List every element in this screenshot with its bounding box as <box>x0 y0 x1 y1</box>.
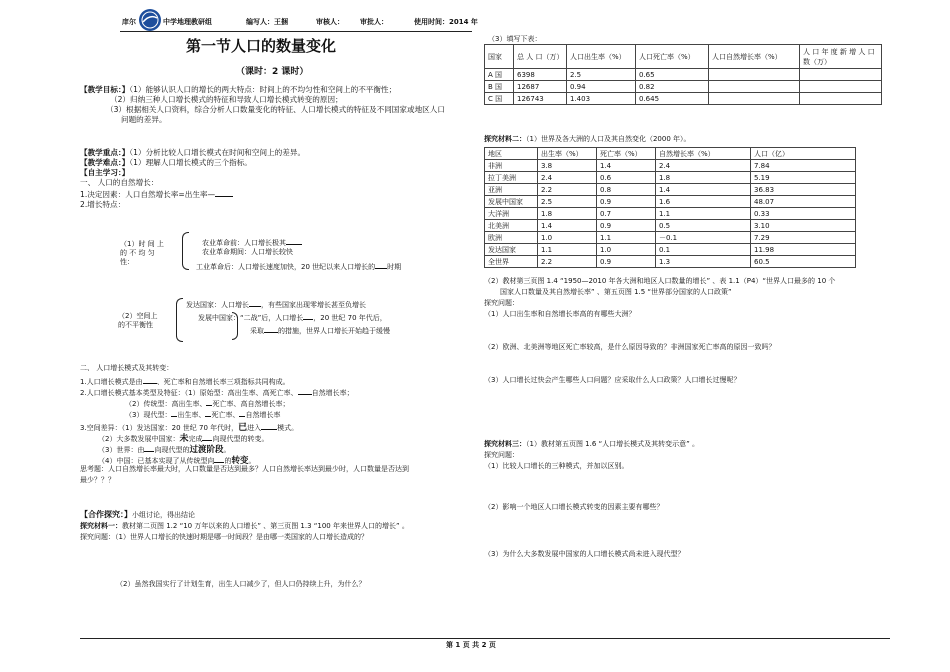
cooperative-block: 【合作探究：】小组讨论，得出结论 探究材料一：教材第二页图 1.2 “10 万年以来的人口增长” 、第三页图 1.3 “100 年来世界人口的增长” 。 探究问题：（1）世界人口增长的快速时期是哪一时间段？是由哪一类国家的人口增长造成的？ （2）虽然我国实行了计划生育，出生人口减少了，但人口仍持续上升，为什么？ <box>80 510 409 588</box>
material2-label: 探究材料二：（1）世界及各大洲的人口及其自然变化（2000 年）。 <box>484 135 691 143</box>
difficulty-label: 【教学难点：】 <box>80 158 130 167</box>
difficulty-text: （1）理解人口增长模式的三个指标。 <box>129 158 252 167</box>
question-item: （3）为什么大多数发展中国家的人口增长模式尚未进入现代型？ <box>484 550 685 558</box>
determinant-text: 1.决定因素：人口自然增长率=出生率— <box>80 190 216 199</box>
question-item: （1）比较人口增长的三种模式，并加以区别。 <box>484 462 629 470</box>
material3-block: 探究材料三：（1）教材第五页图 1.6 “人口增长模式及其转变示意” 。 探究问题： （1）比较人口增长的三种模式，并加以区别。 （2）影响一个地区人口增长模式转变的因素主要有哪些？ （3）为什么大多数发展中国家的人口增长模式尚未进入现代型？ <box>484 440 894 561</box>
table-row: 亚洲 2.2 0.8 1.4 36.83 <box>485 184 856 196</box>
objective-item: （2）归纳三种人口增长模式的特征和导致人口增长模式转变的原因； <box>110 95 343 104</box>
country-table <box>484 44 882 105</box>
table-header-row: 地区 出生率（%） 死亡率（%） 自然增长率（%） 人口（亿） <box>485 148 856 160</box>
section2-block: 二、 人口增长模式及其转变： 1.人口增长模式是由 、死亡率和自然增长率三项指标共同构成。 2.人口增长模式基本类型及特征：（1）原始型：高出生率、高死亡率、 自然增长率； （2）传统型：高出生率、 死亡率、高自然增长率； （3）现代型： 出生率、 死亡率、 自然增长率 3.空间差异：（1）发达国家：20 世纪 70 年代时，已进入 模式。 （2）大多数发展中国家：未完成 向现代型的转变。 （3）世界：由 向现代型的过渡阶段。 （4）中国：已基本实现了从传统型向 的转变。 思考题：人口自然增长率最大时，人口数量是否达到最多？人口自然增长率达到最少时，人口数量是否达到 最少？？？ <box>80 364 485 487</box>
table-input-cell[interactable] <box>709 69 800 81</box>
header-reviewer: 审核人： <box>316 18 344 26</box>
table-input-cell[interactable] <box>709 81 800 93</box>
school-logo <box>138 8 162 32</box>
space-brace <box>176 298 183 342</box>
answer-blank[interactable] <box>375 260 387 269</box>
answer-blank[interactable] <box>249 298 261 307</box>
lesson-hours: （课时：2 课时） <box>236 67 309 77</box>
question-item: （2）影响一个地区人口增长模式转变的因素主要有哪些？ <box>484 503 664 511</box>
table-input-cell[interactable] <box>800 69 882 81</box>
space-label: （2）空间上 的不平衡性 <box>118 312 158 329</box>
table-row: 全世界 2.2 0.9 1.3 60.5 <box>485 256 856 268</box>
table-input-cell[interactable] <box>800 93 882 105</box>
objectives-block <box>80 85 480 125</box>
region-table <box>484 147 856 268</box>
key-points-text: （1）分析比较人口增长模式在时间和空间上的差异。 <box>129 148 306 157</box>
time-items: 农业革命前：人口增长极其 农业革命期间：人口增长较快 工业革命后：人口增长速度加快，20 世纪以来人口增长的 时期 <box>202 236 482 272</box>
section1-title: 一、 人口的自然增长： <box>80 178 159 187</box>
table-row: C 国 126743 1.403 0.645 <box>485 93 882 105</box>
footer-rule <box>80 638 890 639</box>
think-question: 思考题：人口自然增长率最大时，人口数量是否达到最多？人口自然增长率达到最少时，人口数量是否达到 <box>80 465 409 473</box>
answer-blank[interactable] <box>214 454 224 463</box>
time-brace <box>182 232 189 270</box>
table-row: B 国 12687 0.94 0.82 <box>485 81 882 93</box>
answer-blank[interactable] <box>144 443 154 452</box>
self-study-label: 【自主学习：】 <box>80 168 130 177</box>
answer-blank[interactable] <box>264 324 278 333</box>
answer-blank[interactable] <box>286 236 302 245</box>
features-text: 2.增长特点： <box>80 200 126 209</box>
fill-table-label: （3）填写下表： <box>488 35 542 43</box>
page-number: 第 1 页 共 2 页 <box>446 641 496 649</box>
section2-title: 二、 人口增长模式及其转变： <box>80 364 174 372</box>
key-points-label: 【教学重点：】 <box>80 148 130 157</box>
table-header-row: 国家 总 人 口（万） 人口出生率（%） 人口死亡率（%） 人口自然增长率（%） 人 口 年 度 新 增 人 口 数（万） <box>485 45 882 69</box>
question-item: （1）人口出生率和自然增长率高的有哪些大洲？ <box>484 310 636 318</box>
table-row: 发展中国家 2.5 0.9 1.6 48.07 <box>485 196 856 208</box>
school-logo-icon <box>138 8 162 32</box>
cooperative-label: 【合作探究：】 <box>80 510 132 519</box>
header-editor: 编写人：王捆 <box>246 18 288 26</box>
answer-blank[interactable] <box>143 375 157 384</box>
objectives-label: 【教学目标：】 <box>80 85 130 94</box>
header-rule <box>120 31 472 32</box>
space-right-brace <box>232 312 238 340</box>
table-row: 发达国家 1.1 1.0 0.1 11.98 <box>485 244 856 256</box>
answer-blank[interactable] <box>202 432 212 441</box>
header-use-time: 使用时间：2014 年 <box>414 18 478 26</box>
table-row: 欧洲 1.0 1.1 －0.1 7.29 <box>485 232 856 244</box>
table-input-cell[interactable] <box>800 81 882 93</box>
table-row: A 国 6398 2.5 0.65 <box>485 69 882 81</box>
table-row: 大洋洲 1.8 0.7 1.1 0.33 <box>485 208 856 220</box>
question-item: （3）人口增长过快会产生哪些人口问题？应采取什么人口政策？人口增长过慢呢？ <box>484 376 741 384</box>
header-school-right: 中学地理教研组 <box>163 18 212 26</box>
objective-item: 问题的差异。 <box>121 115 167 124</box>
table-row: 非洲 3.8 1.4 2.4 7.84 <box>485 160 856 172</box>
answer-blank[interactable] <box>215 188 233 197</box>
objective-item: （3）根据相关人口资料，综合分析人口数量变化的特征、人口增长模式的特征及不同国家或地区人口 <box>106 105 445 114</box>
answer-blank[interactable] <box>298 386 312 395</box>
header-approver: 审批人： <box>360 18 388 26</box>
answer-blank[interactable] <box>303 311 313 320</box>
objective-item: （1）能够认识人口的增长的两大特点：时间上的不均匀性和空间上的不平衡性； <box>129 85 397 94</box>
page-title: 第一节人口的数量变化 <box>186 37 337 55</box>
table-input-cell[interactable] <box>709 93 800 105</box>
answer-blank[interactable] <box>261 421 277 430</box>
table-row: 拉丁美洲 2.4 0.6 1.8 5.19 <box>485 172 856 184</box>
table-row: 北美洲 1.4 0.9 0.5 3.10 <box>485 220 856 232</box>
question-item: （2）欧洲、北美洲等地区死亡率较高，是什么原因导致的？非洲国家死亡率高的原因一致吗？ <box>484 343 776 351</box>
key-points <box>80 148 480 210</box>
header-school-left: 庠尔 <box>122 18 136 26</box>
time-label: （1）时 间 上 的 不 均 匀 性： <box>120 240 164 266</box>
material2-extra: （2）教材第三页图 1.4 “1950—2010 年各大洲和地区人口数量的增长” 、表 1.1（P4）“世界人口最多的 10 个 国家人口数量及其自然增长率” 、第五页图 1.5 “世界部分国家的人口政策” 探究问题： （1）人口出生率和自然增长率高的有哪些大洲？ （2）欧洲、北美洲等地区死亡率较高，是什么原因导致的？非洲国家死亡率高的原因一致吗？ （3）人口增长过快会产生哪些人口问题？应采取什么人口政策？人口增长过慢呢？ <box>484 277 894 387</box>
space-items: 发达国家：人口增长 ，有些国家出现零增长甚至负增长 发展中国家：“二战”后，人口增长 ，20 世纪 70 年代后， 采取 的措施，世界人口增长开始趋于缓慢 <box>186 298 486 337</box>
